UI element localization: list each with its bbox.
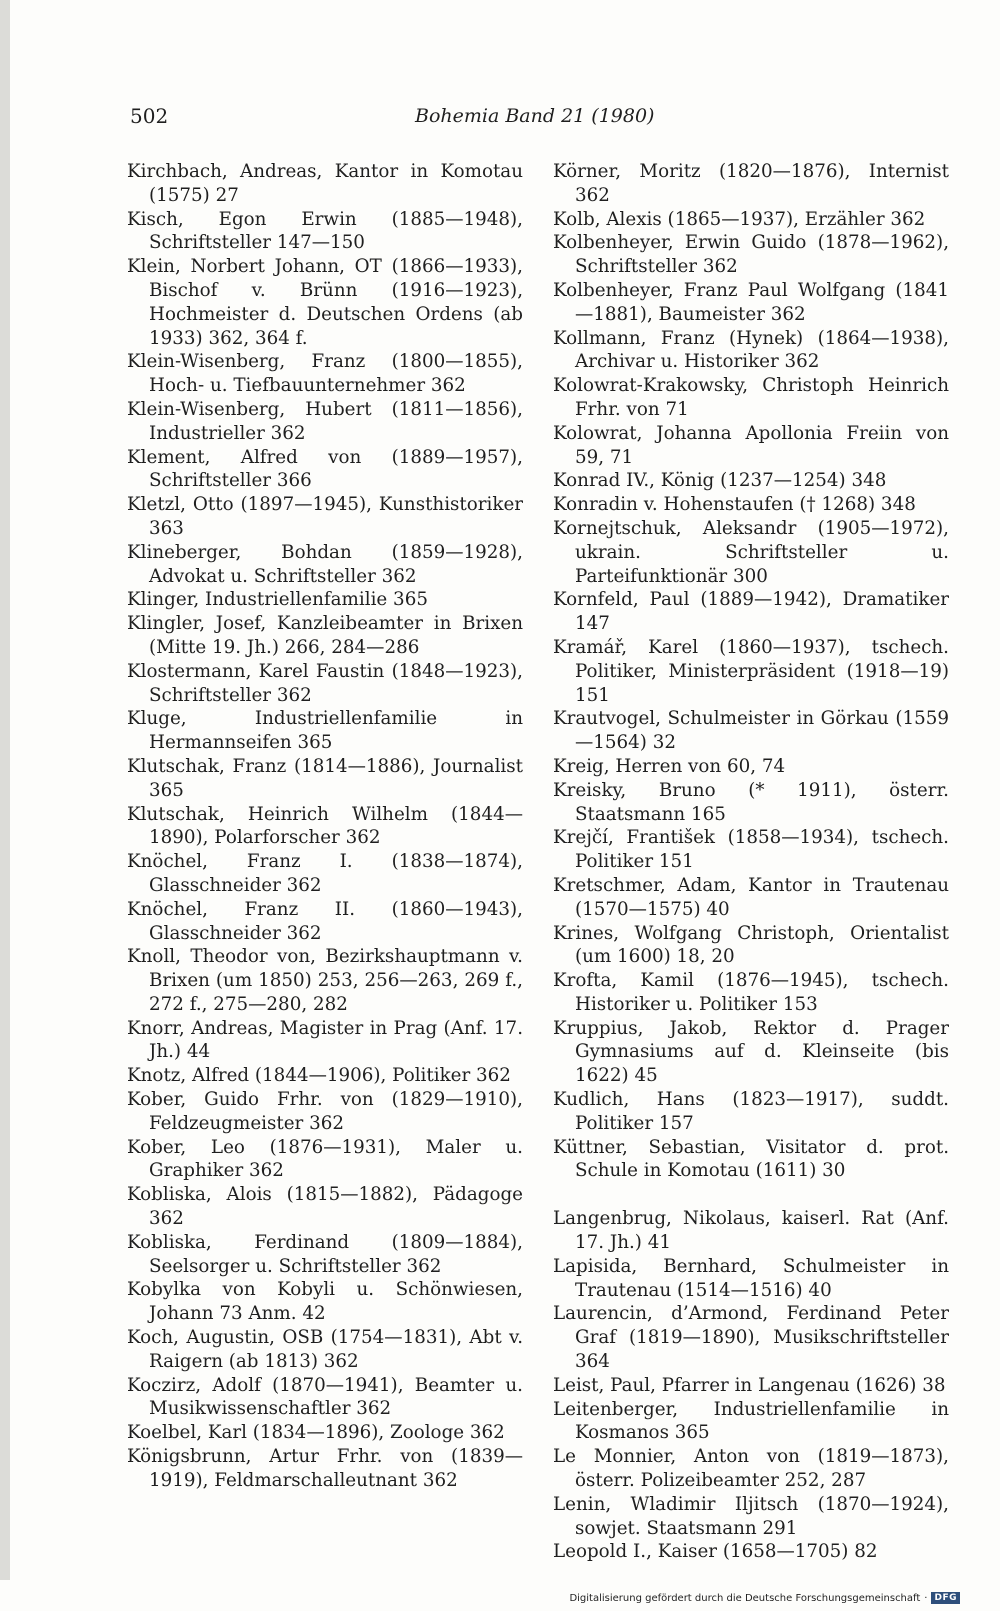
scan-edge bbox=[0, 0, 10, 1580]
index-entry: Klineberger, Bohdan (1859—1928), Advokat u. Schriftsteller 362 bbox=[127, 541, 523, 587]
index-entry: Kober, Guido Frhr. von (1829—1910), Feldzeugmeister 362 bbox=[127, 1089, 523, 1134]
footer bbox=[569, 1592, 960, 1604]
index-entry: Langenbrug, Nikolaus, kaiserl. Rat (Anf. 17. Jh.) 41 bbox=[553, 1208, 949, 1254]
index-entry: Klutschak, Heinrich Wilhelm (1844—1890), Polarforscher 362 bbox=[127, 803, 523, 849]
index-entry: Knorr, Andreas, Magister in Prag (Anf. 17. Jh.) 44 bbox=[127, 1017, 523, 1063]
index-entry: Kudlich, Hans (1823—1917), suddt. Politiker 157 bbox=[553, 1089, 949, 1134]
index-entry: Koelbel, Karl (1834—1896), Zoologe 362 bbox=[127, 1422, 505, 1444]
index-entry: Kretschmer, Adam, Kantor in Trautenau (1570—1575) 40 bbox=[553, 874, 949, 920]
index-entry: Klein, Norbert Johann, OT (1866—1933), Bischof v. Brünn (1916—1923), Hochmeister d. Deutschen Ordens (ab 1933) 362, 364 f. bbox=[127, 256, 523, 349]
index-entry: Kolbenheyer, Erwin Guido (1878—1962), Schriftsteller 362 bbox=[553, 232, 949, 278]
page-number: 502 bbox=[130, 104, 169, 128]
index-entry: Koch, Augustin, OSB (1754—1831), Abt v. Raigern (ab 1813) 362 bbox=[127, 1327, 523, 1372]
index-entry: Lapisida, Bernhard, Schulmeister in Trautenau (1514—1516) 40 bbox=[553, 1255, 949, 1301]
index-entry: Leitenberger, Industriellenfamilie in Kosmanos 365 bbox=[553, 1398, 949, 1444]
index-entry: Le Monnier, Anton von (1819—1873), österr. Polizeibeamter 252, 287 bbox=[553, 1446, 949, 1492]
index-entry: Krejčí, František (1858—1934), tschech. Politiker 151 bbox=[553, 827, 949, 873]
page-header bbox=[130, 104, 950, 134]
footer-text: Digitalisierung gefördert durch die Deutsche Forschungsgemeinschaft bbox=[569, 1592, 921, 1604]
index-entry: Klein-Wisenberg, Hubert (1811—1856), Industrieller 362 bbox=[127, 398, 523, 444]
index-entry: Knöchel, Franz II. (1860—1943), Glasschneider 362 bbox=[127, 898, 523, 944]
right-column-k-entries bbox=[553, 160, 949, 1183]
index-entry: Klinger, Industriellenfamilie 365 bbox=[127, 589, 428, 611]
index-entry: Klement, Alfred von (1889—1957), Schriftsteller 366 bbox=[127, 446, 523, 492]
index-entry: Knotz, Alfred (1844—1906), Politiker 362 bbox=[127, 1065, 511, 1087]
index-entry: Krautvogel, Schulmeister in Görkau (1559—1564) 32 bbox=[553, 708, 949, 754]
index-entry: Kirchbach, Andreas, Kantor in Komotau (1575) 27 bbox=[127, 161, 523, 206]
dfg-logo: DFG bbox=[931, 1592, 960, 1604]
right-column bbox=[553, 160, 949, 1564]
index-entry: Kolowrat, Johanna Apollonia Freiin von 59, 71 bbox=[553, 422, 949, 468]
index-entry: Kletzl, Otto (1897—1945), Kunsthistoriker 363 bbox=[127, 494, 523, 539]
section-gap bbox=[553, 1183, 949, 1207]
index-entry: Knoll, Theodor von, Bezirkshauptmann v. Brixen (um 1850) 253, 256—263, 269 f., 272 f., 275—280, 282 bbox=[127, 946, 523, 1015]
index-entry: Königsbrunn, Artur Frhr. von (1839—1919), Feldmarschalleutnant 362 bbox=[127, 1446, 523, 1491]
journal-title: Bohemia Band 21 (1980) bbox=[415, 105, 655, 127]
index-entry: Leist, Paul, Pfarrer in Langenau (1626) 38 bbox=[553, 1374, 946, 1396]
left-column bbox=[127, 160, 523, 1493]
index-entry: Kramář, Karel (1860—1937), tschech. Politiker, Ministerpräsident (1918—19) 151 bbox=[553, 636, 949, 706]
index-entry: Kolowrat-Krakowsky, Christoph Heinrich Frhr. von 71 bbox=[553, 375, 949, 420]
index-entry: Kollmann, Franz (Hynek) (1864—1938), Archivar u. Historiker 362 bbox=[553, 327, 949, 373]
right-column-l-entries bbox=[553, 1207, 949, 1564]
index-entry: Küttner, Sebastian, Visitator d. prot. Schule in Komotau (1611) 30 bbox=[553, 1136, 949, 1182]
index-entry: Kober, Leo (1876—1931), Maler u. Graphiker 362 bbox=[127, 1136, 523, 1182]
index-entry: Konradin v. Hohenstaufen († 1268) 348 bbox=[553, 494, 916, 516]
index-entry: Laurencin, d’Armond, Ferdinand Peter Graf (1819—1890), Musikschriftsteller 364 bbox=[553, 1303, 949, 1373]
footer-separator: · bbox=[924, 1592, 928, 1604]
index-entry: Knöchel, Franz I. (1838—1874), Glasschneider 362 bbox=[127, 851, 523, 896]
index-entry: Klutschak, Franz (1814—1886), Journalist 365 bbox=[127, 755, 523, 801]
index-entry: Kolbenheyer, Franz Paul Wolfgang (1841—1881), Baumeister 362 bbox=[553, 279, 949, 325]
index-entry: Kruppius, Jakob, Rektor d. Prager Gymnasiums auf d. Kleinseite (bis 1622) 45 bbox=[553, 1017, 949, 1087]
index-entry: Konrad IV., König (1237—1254) 348 bbox=[553, 470, 887, 492]
index-entry: Kisch, Egon Erwin (1885—1948), Schriftsteller 147—150 bbox=[127, 208, 523, 254]
index-entry: Kluge, Industriellenfamilie in Hermannseifen 365 bbox=[127, 708, 523, 754]
index-entry: Kreisky, Bruno (* 1911), österr. Staatsmann 165 bbox=[553, 779, 949, 825]
index-entry: Kobliska, Ferdinand (1809—1884), Seelsorger u. Schriftsteller 362 bbox=[127, 1231, 523, 1277]
index-entry: Krines, Wolfgang Christoph, Orientalist (um 1600) 18, 20 bbox=[553, 922, 949, 968]
index-entry: Kobylka von Kobyli u. Schönwiesen, Johann 73 Anm. 42 bbox=[127, 1279, 523, 1325]
index-entry: Klingler, Josef, Kanzleibeamter in Brixen (Mitte 19. Jh.) 266, 284—286 bbox=[127, 613, 523, 658]
index-entry: Krofta, Kamil (1876—1945), tschech. Historiker u. Politiker 153 bbox=[553, 970, 949, 1015]
index-entry: Kornejtschuk, Aleksandr (1905—1972), ukrain. Schriftsteller u. Parteifunktionär 300 bbox=[553, 517, 949, 587]
index-entry: Lenin, Wladimir Iljitsch (1870—1924), sowjet. Staatsmann 291 bbox=[553, 1493, 949, 1539]
index-entry: Klostermann, Karel Faustin (1848—1923), Schriftsteller 362 bbox=[127, 660, 523, 706]
index-entry: Leopold I., Kaiser (1658—1705) 82 bbox=[553, 1541, 878, 1563]
index-entry: Klein-Wisenberg, Franz (1800—1855), Hoch- u. Tiefbauunternehmer 362 bbox=[127, 351, 523, 397]
index-entry: Kornfeld, Paul (1889—1942), Dramatiker 147 bbox=[553, 589, 949, 635]
index-entry: Koczirz, Adolf (1870—1941), Beamter u. Musikwissenschaftler 362 bbox=[127, 1374, 523, 1420]
index-entry: Kobliska, Alois (1815—1882), Pädagoge 362 bbox=[127, 1184, 523, 1230]
index-entry: Körner, Moritz (1820—1876), Internist 362 bbox=[553, 161, 949, 206]
index-entry: Kolb, Alexis (1865—1937), Erzähler 362 bbox=[553, 208, 926, 230]
index-entry: Kreig, Herren von 60, 74 bbox=[553, 755, 786, 777]
